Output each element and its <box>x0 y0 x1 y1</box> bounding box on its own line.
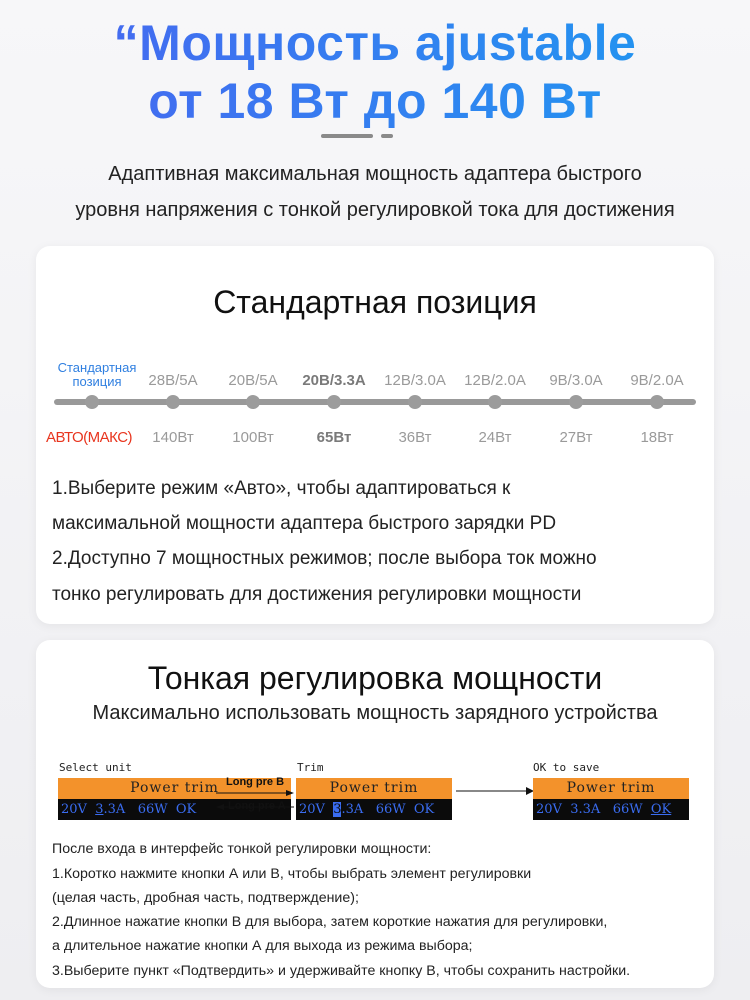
title-underline-long <box>321 134 373 138</box>
lcd-ok: OK <box>413 802 435 817</box>
title-underline-short <box>381 134 393 138</box>
lcd-watts: 66W <box>612 802 643 817</box>
lcd-values <box>533 799 689 820</box>
slider-stop-7[interactable] <box>650 395 664 409</box>
lcd-header: Power trim <box>533 778 689 799</box>
lcd-amps-int: 3 <box>95 802 104 817</box>
mode-power-2: 100Вт <box>232 429 274 446</box>
mode-power-4: 36Вт <box>398 429 432 446</box>
arrow-label-long-pre-a: Long pre A <box>228 800 286 812</box>
standard-position-card <box>36 246 714 624</box>
lcd-amps-frac: .3A <box>341 802 364 817</box>
slider-stop-1[interactable] <box>166 395 180 409</box>
hero-subtitle-line1: Адаптивная максимальная мощность адаптера быстрого <box>108 163 642 185</box>
lcd-screen-ok-save <box>533 778 689 820</box>
instruction-line: (целая часть, дробная часть, подтверждение); <box>52 890 359 906</box>
mode-power-6: 27Вт <box>559 429 593 446</box>
mode-voltage-3: 20В/3.3А <box>302 372 366 389</box>
instruction-line: 1.Коротко нажмите кнопки А или В, чтобы выбрать элемент регулировки <box>52 866 532 882</box>
mode-power-3: 65Вт <box>316 429 352 446</box>
lcd-voltage: 20V <box>299 802 325 817</box>
lcd-amps-frac: .3A <box>578 802 601 817</box>
lcd-screen-trim <box>296 778 452 820</box>
lcd-ok: OK <box>175 802 197 817</box>
lcd-voltage: 20V <box>61 802 87 817</box>
standard-para-line2: максимальной мощности адаптера быстрого зарядки PD <box>52 513 557 534</box>
standard-position-row-label: Стандартная позиция <box>57 360 137 389</box>
mode-slider-track[interactable] <box>54 399 696 405</box>
lcd-amps-int-selected: 3 <box>333 802 342 817</box>
auto-max-row-label: АВТО(МАКС) <box>46 429 133 446</box>
instruction-line: 2.Длинное нажатие кнопки В для выбора, затем короткие нажатия для регулировки, <box>52 914 608 930</box>
mode-voltage-2: 20В/5А <box>228 372 278 389</box>
standard-para-line1: 1.Выберите режим «Авто», чтобы адаптироваться к <box>52 478 511 499</box>
slider-stop-2[interactable] <box>246 395 260 409</box>
mode-power-5: 24Вт <box>478 429 512 446</box>
mode-voltage-4: 12В/3.0А <box>384 372 446 389</box>
standard-para-line4: тонко регулировать для достижения регулировки мощности <box>52 584 582 605</box>
screen-caption-select: Select unit <box>59 761 132 774</box>
arrow-right-icon <box>454 784 536 798</box>
mode-voltage-1: 28В/5А <box>148 372 198 389</box>
standard-card-title: Стандартная позиция <box>213 284 537 320</box>
lcd-values <box>296 799 452 820</box>
mode-voltage-6: 9В/3.0А <box>549 372 603 389</box>
hero-subtitle-line2: уровня напряжения с тонкой регулировкой тока для достижения <box>75 199 675 221</box>
lcd-amps-int: 3 <box>570 802 579 817</box>
screen-caption-trim: Trim <box>297 761 324 774</box>
mode-voltage-7: 9В/2.0А <box>630 372 684 389</box>
lcd-header: Power trim <box>296 778 452 799</box>
lcd-voltage: 20V <box>536 802 562 817</box>
standard-para-line3: 2.Доступно 7 мощностных режимов; после выбора ток можно <box>52 548 597 569</box>
slider-stop-4[interactable] <box>408 395 422 409</box>
mode-power-7: 18Вт <box>640 429 674 446</box>
slider-stop-auto[interactable] <box>85 395 99 409</box>
slider-stop-3[interactable] <box>327 395 341 409</box>
lcd-header: Power trim <box>58 778 291 799</box>
slider-stop-6[interactable] <box>569 395 583 409</box>
lcd-watts: 66W <box>375 802 406 817</box>
instruction-line: 3.Выберите пункт «Подтвердить» и удерживайте кнопку В, чтобы сохранить настройки. <box>52 963 631 979</box>
mode-power-1: 140Вт <box>152 429 194 446</box>
instruction-line: После входа в интерфейс тонкой регулировки мощности: <box>52 841 432 857</box>
lcd-ok-selected: OK <box>650 802 672 817</box>
trim-card-title: Тонкая регулировка мощности <box>147 660 603 696</box>
lcd-amps-frac: .3A <box>103 802 126 817</box>
trim-card-subtitle: Максимально использовать мощность зарядного устройства <box>92 702 658 724</box>
arrow-label-long-pre-b: Long pre B <box>226 776 285 788</box>
screen-caption-ok: OK to save <box>533 761 600 774</box>
lcd-watts: 66W <box>137 802 168 817</box>
hero-title-line1: “Мощность ajustable <box>0 14 750 72</box>
mode-voltage-5: 12В/2.0А <box>464 372 526 389</box>
fine-trim-card <box>36 640 714 988</box>
slider-stop-5[interactable] <box>488 395 502 409</box>
instruction-line: а длительное нажатие кнопки А для выхода из режима выбора; <box>52 938 473 954</box>
hero-title-line2: от 18 Вт до 140 Вт <box>0 72 750 130</box>
